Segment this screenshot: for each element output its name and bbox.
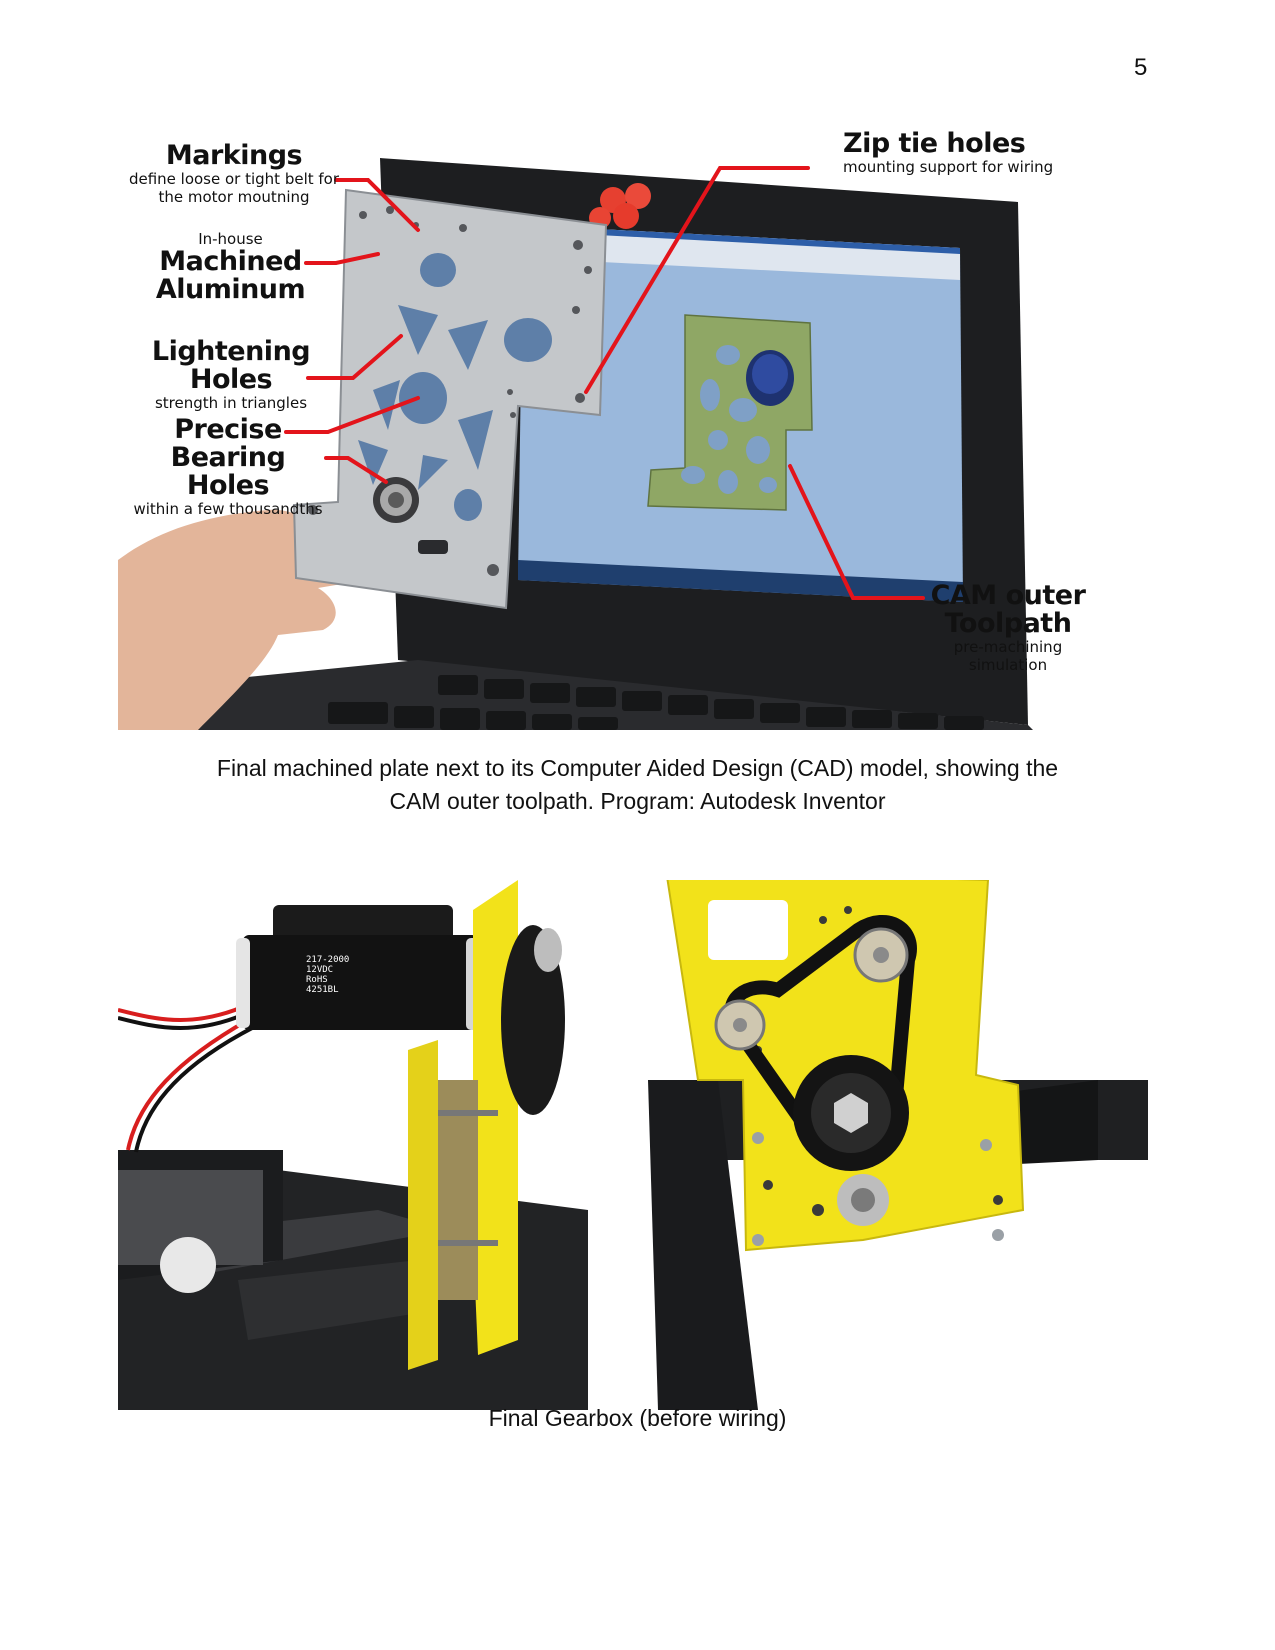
callout-lightening-desc: strength in triangles [154, 394, 308, 412]
callout-cam-toolpath [928, 582, 1088, 674]
motor-label [306, 955, 349, 995]
gearbox-side-view [118, 880, 588, 1410]
callout-bearing-desc: within a few thousandths [133, 500, 323, 518]
callout-machined-pre: In-house [198, 230, 263, 248]
callout-bearing-title: Precise [174, 414, 282, 445]
callout-cam-desc: pre-machining [953, 638, 1063, 656]
bearing [373, 477, 419, 523]
plate-cutout [708, 900, 788, 960]
callout-lightening-title: Lightening Holes [151, 336, 311, 395]
figure1-caption-line: CAM outer toolpath. Program: Autodesk Inventor [389, 788, 886, 814]
callout-machined-title: Aluminum [155, 274, 306, 305]
gearbox-photos [118, 880, 1148, 1410]
callout-markings [118, 142, 350, 206]
callout-markings-title: Markings [165, 140, 303, 171]
gearbox-figure [118, 880, 1148, 1410]
callout-cam-title: CAM outer [930, 580, 1086, 611]
callout-markings-desc: define loose or tight belt for [128, 170, 340, 188]
motor-label-line: 4251BL [306, 985, 339, 995]
figure1-caption [0, 752, 1275, 818]
callout-zip-title: Zip tie holes [843, 128, 1026, 159]
callout-bearing-holes [128, 416, 328, 518]
yellow-plate-inner [408, 1040, 438, 1370]
callout-machined-title: Machined [159, 246, 302, 277]
callout-zip-desc: mounting support for wiring [843, 158, 1054, 176]
callout-cam-title: Toolpath [944, 608, 1072, 639]
callout-markings-desc: the motor moutning [158, 188, 310, 206]
gearbox-front-view [648, 880, 1148, 1410]
motor-label-line: RoHS [306, 975, 328, 985]
callout-lightening-holes [120, 338, 342, 412]
callout-zip-tie-holes [843, 130, 1093, 176]
callout-cam-desc: simulation [968, 656, 1048, 674]
figure2-caption: Final Gearbox (before wiring) [488, 1405, 787, 1431]
cad-comparison-figure [118, 130, 1138, 730]
motor-label-line: 12VDC [306, 965, 334, 975]
figure1-caption-line: Final machined plate next to its Computer Aided Design (CAD) model, showing the [216, 755, 1059, 781]
callout-bearing-title: Bearing Holes [170, 442, 286, 501]
small-pulley [534, 928, 562, 972]
motor-label-line: 217-2000 [306, 955, 350, 965]
page-number: 5 [1134, 54, 1148, 81]
motor [243, 935, 478, 1030]
callout-machined-aluminum [138, 230, 323, 304]
